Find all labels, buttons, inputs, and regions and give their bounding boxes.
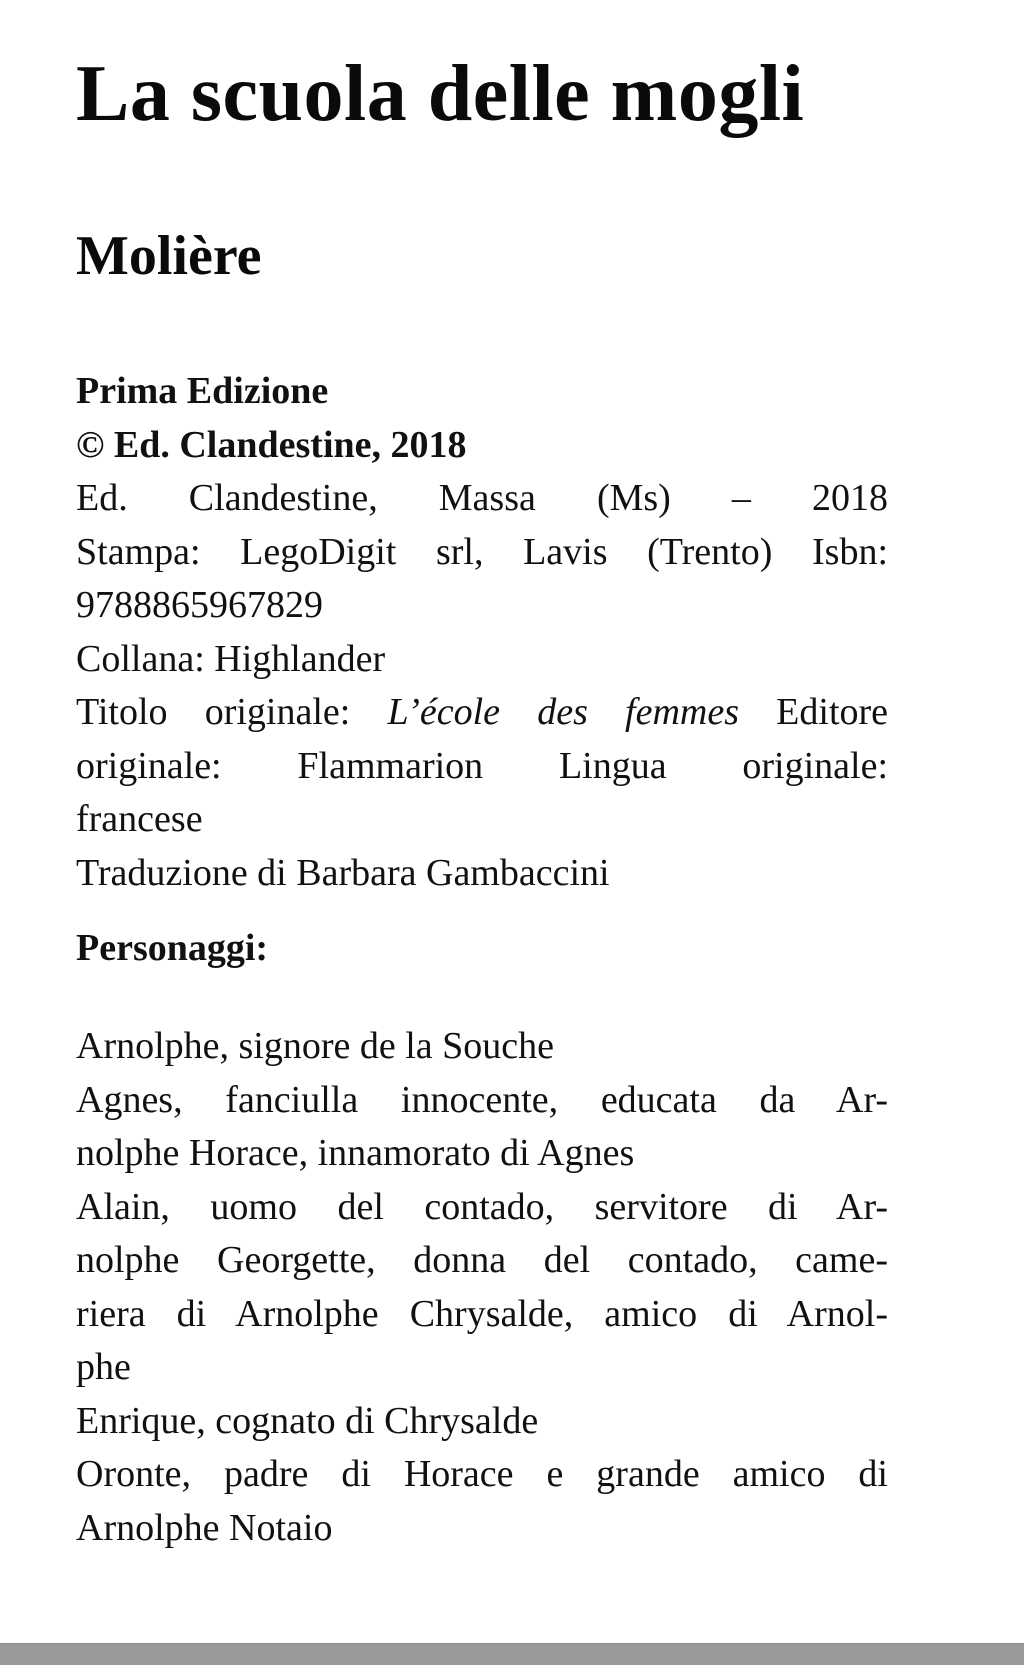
original-publisher-text: originale: Flammarion Lingua originale: xyxy=(76,744,888,787)
isbn-line: 9788865967829 xyxy=(76,584,323,626)
cast-line xyxy=(76,1502,888,1556)
cast-line-text: riera di Arnolphe Chrysalde, amico di Arnol- xyxy=(76,1292,888,1335)
cast-line xyxy=(76,1288,888,1342)
cast-line xyxy=(76,1127,888,1181)
book-author: Molière xyxy=(76,225,262,287)
translation-credit: Traduzione di Barbara Gambaccini xyxy=(76,851,610,894)
cast-line-text: Oronte, padre di Horace e grande amico di xyxy=(76,1453,888,1495)
copyright-line: © Ed. Clandestine, 2018 xyxy=(76,423,467,466)
original-language: francese xyxy=(76,798,203,840)
publisher-line xyxy=(76,472,888,526)
cast-line-text: Arnolphe Notaio xyxy=(76,1506,333,1549)
printer-line xyxy=(76,526,888,580)
cast-line-text: Arnolphe, signore de la Souche xyxy=(76,1025,555,1067)
original-title-text xyxy=(76,686,888,740)
cast-line xyxy=(76,1395,888,1449)
original-publisher-line xyxy=(76,740,888,794)
original-publisher-label: Editore xyxy=(776,691,889,733)
cast-line xyxy=(76,1341,888,1395)
publisher-text: Ed. Clandestine, Massa (Ms) – 2018 xyxy=(76,477,888,519)
cast-list xyxy=(76,1020,888,1555)
book-title: La scuola delle mogli xyxy=(76,50,805,138)
edition-label: Prima Edizione xyxy=(76,370,329,412)
bottom-bar xyxy=(0,1643,1024,1665)
cast-heading: Personaggi: xyxy=(76,927,269,969)
printer-text: Stampa: LegoDigit srl, Lavis (Trento) Isbn: xyxy=(76,530,888,573)
cast-line xyxy=(76,1020,888,1074)
colophon xyxy=(76,365,888,900)
cast-line xyxy=(76,1074,888,1128)
cast-line-text: Enrique, cognato di Chrysalde xyxy=(76,1399,539,1442)
cast-line-text: nolphe Georgette, donna del contado, came- xyxy=(76,1239,888,1281)
cast-line-text: Alain, uomo del contado, servitore di Ar- xyxy=(76,1185,888,1228)
cast-line-text: Agnes, fanciulla innocente, educata da Ar- xyxy=(76,1078,888,1121)
series-line: Collana: Highlander xyxy=(76,637,386,680)
cast-line xyxy=(76,1448,888,1502)
original-title-line xyxy=(76,686,888,740)
original-title: L’école des femmes xyxy=(387,691,739,733)
cast-line-text: phe xyxy=(76,1346,131,1388)
cast-line xyxy=(76,1181,888,1235)
cast-line xyxy=(76,1234,888,1288)
original-title-label: Titolo originale: xyxy=(76,691,351,733)
cast-line-text: nolphe Horace, innamorato di Agnes xyxy=(76,1132,635,1174)
